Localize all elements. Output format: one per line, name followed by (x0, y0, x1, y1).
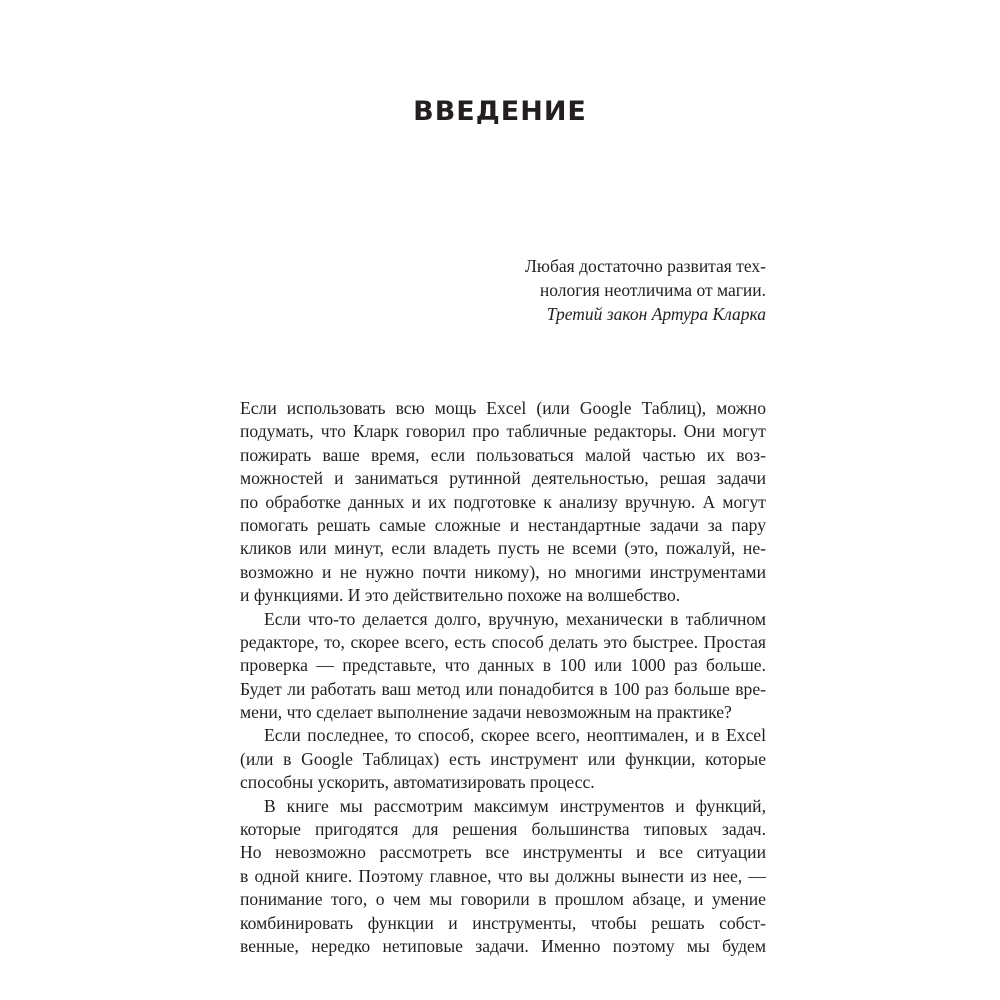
text-line: Будет ли работать ваш метод или понадобится в 100 раз больше вре- (240, 678, 766, 699)
text-line: понимание того, о чем мы говорили в прошлом абзаце, и умение (240, 889, 766, 910)
epigraph-attribution: Третий закон Артура Кларка (546, 304, 766, 324)
text-line: помогать решать самые сложные и нестандартные задачи за пару (240, 514, 766, 535)
text-line: венные, нередко нетиповые задачи. Именно поэтому мы будем (240, 935, 766, 956)
text-line: возможно и не нужно почти никому), но многими инструментами (240, 561, 766, 582)
text-line: В книге мы рассмотрим максимум инструментов и функций, (264, 795, 766, 816)
text-line: кликов или минут, если владеть пусть не всеми (это, пожалуй, не- (240, 538, 766, 559)
text-line: пожирать ваше время, если пользоваться малой частью их воз- (240, 444, 766, 465)
text-line: комбинировать функции и инструменты, чтобы решать собст- (240, 912, 766, 933)
epigraph-line: Любая достаточно развитая тех- (525, 256, 766, 276)
text-line: которые пригодятся для решения большинства типовых задач. (240, 819, 766, 840)
text-line: Если последнее, то способ, скорее всего, неоптимален, и в Excel (264, 725, 766, 746)
text-line: Если использовать всю мощь Excel (или Google Таблиц), можно (240, 398, 766, 418)
text-line: по обработке данных и их подготовке к анализу вручную. А могут (240, 491, 766, 512)
epigraph (420, 254, 766, 326)
text-line: (или в Google Таблицах) есть инструмент или функции, которые (240, 748, 766, 769)
body-text (240, 397, 766, 958)
text-line: проверка — представьте, что данных в 100 или 1000 раз больше. (240, 655, 766, 676)
chapter-title: ВВЕДЕНИЕ (413, 96, 587, 127)
text-line: редакторе, то, скорее всего, есть способ делать это быстрее. Простая (240, 631, 766, 652)
text-line: можностей и заниматься рутинной деятельностью, решая задачи (240, 468, 766, 489)
text-line: мени, что сделает выполнение задачи невозможным на практике? (240, 702, 732, 723)
text-line: Если что-то делается долго, вручную, механически в табличном (264, 608, 766, 629)
text-line: способны ускорить, автоматизировать процесс. (240, 772, 595, 793)
text-line: в одной книге. Поэтому главное, что вы должны вынести из нее, — (240, 865, 766, 886)
text-line: и функциями. И это действительно похоже на волшебство. (240, 585, 681, 606)
text-line: Но невозможно рассмотреть все инструменты и все ситуации (240, 842, 766, 863)
text-line: подумать, что Кларк говорил про табличные редакторы. Они могут (240, 421, 766, 442)
epigraph-line: нология неотличима от магии. (539, 280, 766, 300)
